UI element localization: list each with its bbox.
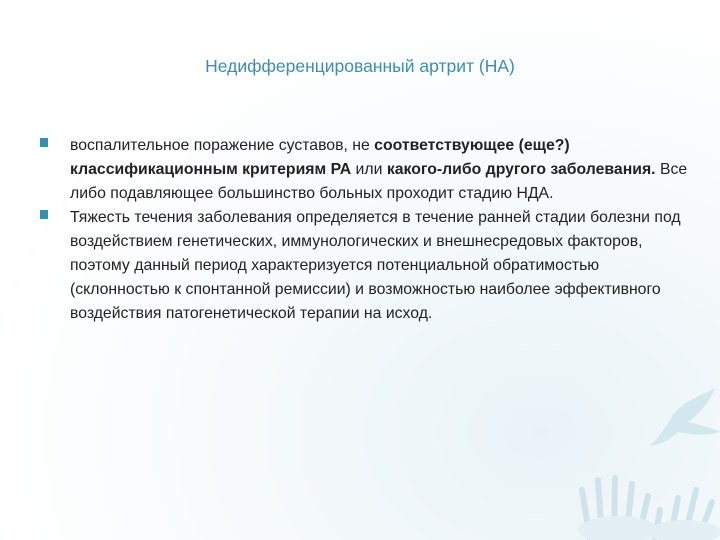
square-bullet-icon [40,210,48,219]
slide-title: Недифференцированный артрит (НА) [205,56,515,76]
bullet-1-part-3: или [351,161,387,178]
dove-and-hands-watermark-icon [520,380,720,540]
bullet-item-2 [40,206,690,326]
bullet-2-text: Тяжесть течения заболевания определяется в течение ранней стадии болезни под воздействием генетических, иммунологических и внешнесредовых факторов, поэтому данный период характеризуется потенциальной обратимостью (склонностью к спонтанной ремиссии) и возможностью наиболее эффективного воздействия патогенетической терапии на исход. [70,209,681,322]
bullet-1-part-1: воспалительное поражение суставов, не [70,137,375,154]
bullet-list [40,134,690,326]
square-bullet-icon [40,138,48,147]
bullet-1-part-5: Все либо подавляющее большинство больных проходит стадию НДА. [70,161,688,202]
bullet-1-text [70,137,687,202]
bullet-item-1 [40,134,690,206]
bullet-1-bold-2: какого-либо другого заболевания. [386,161,656,178]
bullet-1-bold-1: соответствующее (еще?) классификационным критериям РА [70,137,570,178]
